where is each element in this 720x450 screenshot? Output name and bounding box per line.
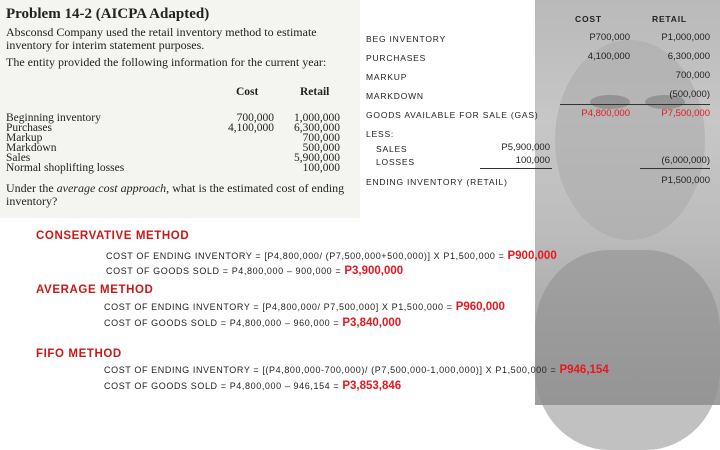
- markup-retail: 700,000: [675, 70, 710, 81]
- average-line1-result: P960,000: [455, 301, 505, 313]
- losses-label: LOSSES: [376, 157, 415, 167]
- conservative-line2-result: P3,900,000: [344, 265, 404, 277]
- conservative-line1-text: COST OF ENDING INVENTORY = [P4,800,000/ (P7,500,000+500,000)] X P1,500,000 =: [106, 251, 508, 261]
- conservative-heading: CONSERVATIVE METHOD: [36, 230, 190, 242]
- less-total: (6,000,000): [661, 155, 710, 166]
- fifo-line1-result: P946,154: [559, 364, 609, 376]
- problem-row-cost: 4,100,000: [228, 122, 274, 134]
- end-label: ENDING INVENTORY (RETAIL): [366, 177, 508, 187]
- problem-row-retail: 5,900,000: [294, 152, 340, 164]
- problem-row-retail: 700,000: [302, 132, 340, 144]
- conservative-line1-result: P900,000: [507, 250, 557, 262]
- problem-row-cost: 700,000: [236, 112, 274, 124]
- problem-row-label: Beginning inventory: [6, 112, 101, 124]
- pur-retail: 6,300,000: [667, 51, 710, 62]
- problem-row-label: Purchases: [6, 122, 52, 134]
- problem-row-label: Sales: [6, 152, 31, 164]
- question-pre: Under the: [6, 181, 57, 195]
- conservative-line2-text: COST OF GOODS SOLD = P4,800,000 – 900,000 =: [106, 266, 345, 276]
- less-rule: [480, 168, 552, 169]
- markdown-retail: (500,000): [669, 89, 710, 100]
- question-em: average cost approach,: [56, 181, 170, 195]
- end-rule: [640, 168, 710, 169]
- beg-cost: P700,000: [589, 32, 630, 43]
- average-line2: [104, 317, 401, 329]
- beg-retail: P1,000,000: [661, 32, 710, 43]
- losses-value: 100,000: [515, 155, 550, 166]
- conservative-line1: [106, 250, 557, 262]
- sales-label: SALES: [376, 144, 408, 154]
- gas-retail: P7,500,000: [661, 108, 710, 119]
- problem-row-label: Markdown: [6, 142, 57, 154]
- table-col-retail: RETAIL: [652, 14, 687, 24]
- problem-col-retail: Retail: [300, 86, 330, 98]
- problem-title: Problem 14-2 (AICPA Adapted): [6, 6, 210, 22]
- question-post: what is the estimated cost of ending inventory?: [6, 181, 345, 208]
- gas-label: GOODS AVAILABLE FOR SALE (GAS): [366, 110, 539, 120]
- problem-row-label: Markup: [6, 132, 43, 144]
- markdown-label: MARKDOWN: [366, 91, 424, 101]
- average-line2-text: COST OF GOODS SOLD = P4,800,000 – 960,000 =: [104, 318, 343, 328]
- gas-rule: [560, 104, 710, 105]
- problem-row-retail: 500,000: [302, 142, 340, 154]
- average-line1-text: COST OF ENDING INVENTORY = [P4,800,000/ P7,500,000] X P1,500,000 =: [104, 302, 456, 312]
- fifo-line2-text: COST OF GOODS SOLD = P4,800,000 – 946,154 =: [104, 381, 343, 391]
- fifo-line1-text: COST OF ENDING INVENTORY = [(P4,800,000-700,000)/ (P7,500,000-1,000,000)] X P1,500,000 =: [104, 365, 560, 375]
- fifo-line2: [104, 380, 401, 392]
- less-label: LESS:: [366, 129, 395, 139]
- average-line1: [104, 301, 505, 313]
- fifo-line1: [104, 364, 609, 376]
- gas-cost: P4,800,000: [581, 108, 630, 119]
- sales-value: P5,900,000: [501, 142, 550, 153]
- average-heading: AVERAGE METHOD: [36, 284, 154, 296]
- problem-provided: The entity provided the following information for the current year:: [6, 55, 327, 69]
- problem-row-retail: 6,300,000: [294, 122, 340, 134]
- problem-row-retail: 1,000,000: [294, 112, 340, 124]
- pur-label: PURCHASES: [366, 53, 427, 63]
- average-line2-result: P3,840,000: [342, 317, 402, 329]
- fifo-line2-result: P3,853,846: [342, 380, 402, 392]
- problem-intro: Absconsd Company used the retail inventory method to estimate inventory for interim statement purposes.: [6, 25, 317, 52]
- problem-scan: [0, 0, 360, 218]
- markup-label: MARKUP: [366, 72, 408, 82]
- conservative-line2: [106, 265, 403, 277]
- end-retail: P1,500,000: [661, 175, 710, 186]
- table-col-cost: COST: [575, 14, 602, 24]
- problem-question: [6, 182, 356, 208]
- problem-row-retail: 100,000: [302, 162, 340, 174]
- pur-cost: 4,100,000: [587, 51, 630, 62]
- problem-row-label: Normal shoplifting losses: [6, 162, 125, 174]
- beg-label: BEG INVENTORY: [366, 34, 446, 44]
- fifo-heading: FIFO METHOD: [36, 348, 122, 360]
- problem-col-cost: Cost: [236, 86, 259, 98]
